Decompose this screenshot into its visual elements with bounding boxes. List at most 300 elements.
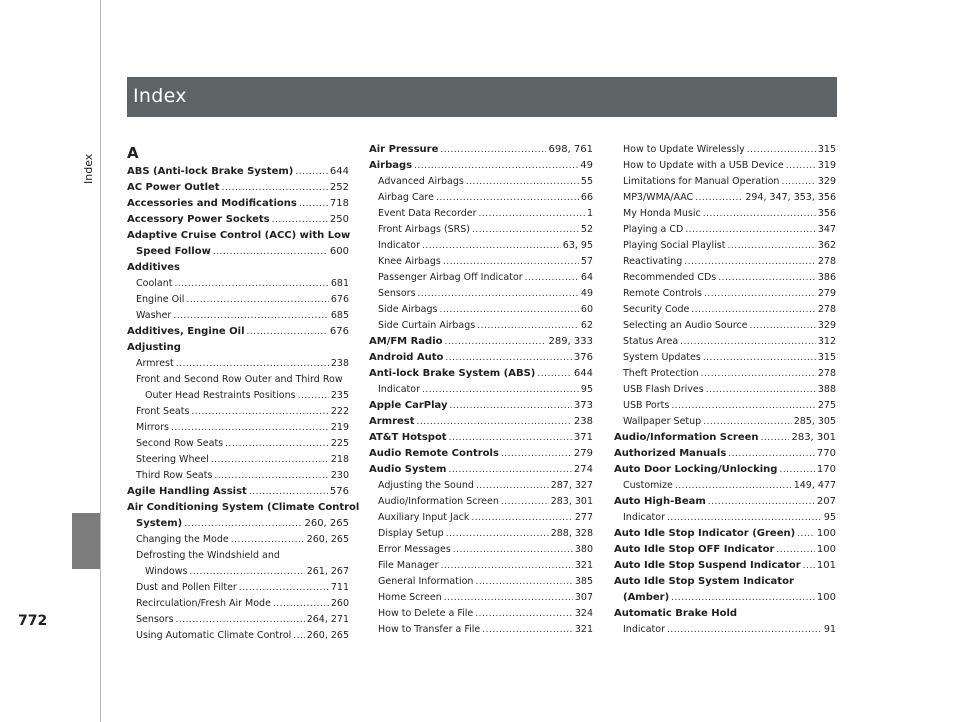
entry-term: Washer: [136, 310, 172, 321]
entry-pages[interactable]: 319: [817, 160, 836, 171]
entry-term: How to Update Wirelessly: [623, 144, 745, 155]
index-entry: [614, 510, 836, 526]
entry-pages[interactable]: 252: [329, 182, 349, 193]
index-entry: [369, 382, 593, 398]
index-entry: [127, 452, 349, 468]
index-entry: [614, 382, 836, 398]
dot-leader: [703, 414, 791, 430]
entry-term: Indicator: [378, 384, 420, 395]
dot-leader: [797, 526, 815, 542]
entry-pages[interactable]: 371: [573, 432, 593, 443]
index-entry: [369, 414, 593, 430]
index-entry: [369, 254, 593, 270]
entry-term: Passenger Airbag Off Indicator: [378, 272, 523, 283]
entry-term: Windows: [145, 566, 188, 577]
entry-term: Auxiliary Input Jack: [378, 512, 470, 523]
entry-term: Auto Door Locking/Unlocking: [614, 464, 778, 475]
entry-term: Changing the Mode: [136, 534, 229, 545]
index-entry: [127, 436, 349, 452]
dot-leader: [422, 238, 561, 254]
entry-pages[interactable]: 356: [817, 208, 836, 219]
entry-pages[interactable]: 279: [817, 288, 836, 299]
entry-term: Playing a CD: [623, 224, 684, 235]
entry-term: System): [136, 518, 183, 529]
index-entry: [127, 564, 349, 580]
entry-term: Additives: [127, 262, 180, 273]
index-entry: [614, 558, 836, 574]
entry-term: ABS (Anti-lock Brake System): [127, 166, 294, 177]
dot-leader: [750, 318, 816, 334]
page-number: 772: [18, 613, 48, 629]
entry-pages[interactable]: 279: [573, 448, 593, 459]
index-entry: [614, 334, 836, 350]
side-tab-label: [82, 124, 96, 184]
entry-pages[interactable]: 238: [573, 416, 593, 427]
index-entry: [127, 164, 349, 180]
index-entry: [127, 324, 349, 340]
entry-term: Knee Airbags: [378, 256, 441, 267]
entry-term: Using Automatic Climate Control: [136, 630, 292, 641]
entry-pages[interactable]: 170: [816, 464, 836, 475]
dot-leader: [466, 174, 579, 190]
index-entry: [369, 526, 593, 542]
index-entry: [369, 622, 593, 638]
entry-term: MP3/WMA/AAC: [623, 192, 694, 203]
dot-leader: [417, 414, 572, 430]
index-entry: [614, 142, 836, 158]
entry-term: Armrest: [136, 358, 174, 369]
dot-leader: [441, 558, 573, 574]
entry-term: Status Area: [623, 336, 679, 347]
entry-term: System Updates: [623, 352, 701, 363]
dot-leader: [671, 590, 815, 606]
entry-term: Steering Wheel: [136, 454, 209, 465]
index-entry: [614, 350, 836, 366]
entry-pages[interactable]: 329: [817, 320, 836, 331]
dot-leader: [779, 462, 814, 478]
dot-leader: [667, 622, 822, 638]
index-entry: [614, 302, 836, 318]
entry-pages[interactable]: 278: [817, 368, 836, 379]
index-entry: [369, 574, 593, 590]
entry-pages[interactable]: 289, 333: [548, 336, 593, 347]
index-entry: [614, 590, 836, 606]
entry-pages[interactable]: 62: [580, 320, 593, 331]
entry-term: Remote Controls: [623, 288, 702, 299]
entry-term: Auto High-Beam: [614, 496, 706, 507]
entry-pages[interactable]: 100: [816, 592, 836, 603]
dot-leader: [471, 510, 572, 526]
entry-term: Accessory Power Sockets: [127, 214, 270, 225]
entry-term: Android Auto: [369, 352, 444, 363]
dot-leader: [189, 564, 304, 580]
dot-leader: [776, 542, 815, 558]
entry-term: Air Pressure: [369, 144, 439, 155]
entry-pages[interactable]: 321: [574, 560, 593, 571]
index-entry: [127, 548, 349, 564]
index-entry: [127, 596, 349, 612]
dot-leader: [680, 334, 816, 350]
entry-pages[interactable]: 283, 301: [791, 432, 836, 443]
dot-leader: [211, 452, 329, 468]
entry-pages[interactable]: 676: [330, 294, 349, 305]
dot-leader: [708, 494, 815, 510]
entry-pages[interactable]: 49: [580, 288, 593, 299]
index-entry: [127, 404, 349, 420]
dot-leader: [475, 606, 573, 622]
index-entry: [614, 318, 836, 334]
entry-pages[interactable]: 260, 265: [306, 534, 349, 545]
entry-term: Sensors: [136, 614, 174, 625]
dot-leader: [186, 292, 329, 308]
entry-term: File Manager: [378, 560, 439, 571]
entry-term: Auto Idle Stop System Indicator: [614, 576, 794, 587]
entry-pages[interactable]: 676: [329, 326, 349, 337]
entry-pages[interactable]: 770: [816, 448, 836, 459]
dot-leader: [667, 510, 822, 526]
entry-term: Defrosting the Windshield and: [136, 550, 280, 561]
dot-leader: [671, 398, 816, 414]
entry-term: Mirrors: [136, 422, 169, 433]
index-entry: [369, 542, 593, 558]
index-entry: [614, 206, 836, 222]
entry-pages[interactable]: 347: [817, 224, 836, 235]
dot-leader: [525, 270, 579, 286]
entry-pages[interactable]: 238: [330, 358, 349, 369]
index-entry: [369, 430, 593, 446]
index-entry: [127, 468, 349, 484]
index-entry: [369, 190, 593, 206]
entry-term: How to Transfer a File: [378, 624, 481, 635]
entry-pages[interactable]: 283, 301: [550, 496, 593, 507]
entry-term: Coolant: [136, 278, 173, 289]
dot-leader: [418, 286, 579, 302]
entry-pages[interactable]: 312: [817, 336, 836, 347]
entry-term: Anti-lock Brake System (ABS): [369, 368, 536, 379]
section-letter: A: [127, 144, 139, 162]
index-entry: [127, 228, 349, 244]
entry-pages[interactable]: 261, 267: [306, 566, 349, 577]
index-entry: [614, 270, 836, 286]
entry-pages[interactable]: 264, 271: [306, 614, 349, 625]
index-entry: [369, 174, 593, 190]
index-entry: [614, 494, 836, 510]
dot-leader: [781, 174, 815, 190]
entry-term: Home Screen: [378, 592, 442, 603]
entry-term: Dust and Pollen Filter: [136, 582, 237, 593]
entry-term: (Amber): [623, 592, 670, 603]
dot-leader: [695, 190, 743, 206]
entry-term: Error Messages: [378, 544, 451, 555]
entry-pages[interactable]: 718: [329, 198, 349, 209]
entry-term: AC Power Outlet: [127, 182, 220, 193]
entry-pages[interactable]: 685: [330, 310, 349, 321]
entry-term: Indicator: [623, 512, 665, 523]
entry-term: Apple CarPlay: [369, 400, 448, 411]
entry-pages[interactable]: 287, 327: [550, 480, 593, 491]
entry-pages[interactable]: 681: [330, 278, 349, 289]
entry-term: Second Row Seats: [136, 438, 224, 449]
entry-pages[interactable]: 274: [573, 464, 593, 475]
entry-pages[interactable]: 376: [573, 352, 593, 363]
dot-leader: [191, 404, 328, 420]
entry-pages[interactable]: 600: [329, 246, 349, 257]
dot-leader: [436, 190, 579, 206]
dot-leader: [704, 286, 816, 302]
entry-term: How to Update with a USB Device: [623, 160, 784, 171]
entry-pages[interactable]: 644: [329, 166, 349, 177]
dot-leader: [728, 446, 815, 462]
index-entry: [614, 398, 836, 414]
entry-term: Accessories and Modifications: [127, 198, 297, 209]
dot-leader: [706, 382, 816, 398]
index-entry: [127, 356, 349, 372]
index-entry: [127, 580, 349, 596]
index-entry: [369, 606, 593, 622]
dot-leader: [685, 222, 816, 238]
entry-term: Sensors: [378, 288, 416, 299]
dot-leader: [482, 622, 573, 638]
entry-pages[interactable]: 95: [823, 512, 836, 523]
index-entry: [127, 532, 349, 548]
index-entry: [614, 174, 836, 190]
entry-pages[interactable]: 55: [580, 176, 593, 187]
index-entry: [127, 372, 349, 388]
index-entry: [614, 190, 836, 206]
index-entry: [369, 510, 593, 526]
entry-pages[interactable]: 380: [574, 544, 593, 555]
index-entry: [127, 308, 349, 324]
entry-term: Wallpaper Setup: [623, 416, 702, 427]
entry-term: Adaptive Cruise Control (ACC) with Low: [127, 230, 351, 241]
dot-leader: [213, 244, 328, 260]
entry-pages[interactable]: 235: [330, 390, 349, 401]
entry-term: Advanced Airbags: [378, 176, 464, 187]
entry-pages[interactable]: 315: [817, 352, 836, 363]
index-entry: [127, 500, 360, 516]
entry-pages[interactable]: 207: [816, 496, 836, 507]
entry-pages[interactable]: 149, 477: [793, 480, 836, 491]
entry-term: Audio System: [369, 464, 447, 475]
entry-pages[interactable]: 52: [580, 224, 593, 235]
index-entry: [369, 494, 593, 510]
dot-leader: [176, 356, 329, 372]
index-entry: [127, 612, 349, 628]
entry-term: Auto Idle Stop Suspend Indicator: [614, 560, 801, 571]
dot-leader: [176, 612, 305, 628]
index-entry: [369, 206, 593, 222]
index-entry: [127, 180, 349, 196]
entry-term: Front and Second Row Outer and Third Row: [136, 374, 343, 385]
entry-term: Indicator: [623, 624, 665, 635]
index-entry: [614, 222, 836, 238]
index-entry: [127, 340, 349, 356]
entry-term: Side Airbags: [378, 304, 438, 315]
index-entry: [614, 542, 836, 558]
entry-term: Auto Idle Stop OFF Indicator: [614, 544, 775, 555]
entry-pages[interactable]: 285, 305: [793, 416, 836, 427]
entry-pages[interactable]: 288, 328: [550, 528, 593, 539]
dot-leader: [272, 212, 328, 228]
dot-leader: [214, 468, 328, 484]
index-entry: [127, 420, 349, 436]
index-entry: [369, 142, 593, 158]
dot-leader: [475, 574, 572, 590]
entry-pages[interactable]: 644: [573, 368, 593, 379]
entry-pages[interactable]: 275: [817, 400, 836, 411]
entry-pages[interactable]: 222: [330, 406, 349, 417]
dot-leader: [501, 494, 549, 510]
dot-leader: [295, 164, 328, 180]
entry-term: Automatic Brake Hold: [614, 608, 738, 619]
index-entry: [614, 238, 836, 254]
entry-pages[interactable]: 91: [823, 624, 836, 635]
entry-pages[interactable]: 362: [817, 240, 836, 251]
dot-leader: [247, 324, 328, 340]
entry-pages[interactable]: 315: [817, 144, 836, 155]
index-entry: [614, 430, 836, 446]
index-entry: [369, 302, 593, 318]
index-entry: [369, 238, 593, 254]
dot-leader: [477, 318, 579, 334]
index-entry: [369, 590, 593, 606]
dot-leader: [476, 478, 549, 494]
entry-pages[interactable]: 66: [580, 192, 593, 203]
entry-pages[interactable]: 388: [817, 384, 836, 395]
entry-pages[interactable]: 278: [817, 304, 836, 315]
page-header: [127, 77, 837, 117]
entry-term: Customize: [623, 480, 673, 491]
side-margin: [0, 0, 100, 722]
entry-pages[interactable]: 711: [330, 582, 349, 593]
entry-pages[interactable]: 250: [329, 214, 349, 225]
entry-pages[interactable]: 57: [580, 256, 593, 267]
entry-pages[interactable]: 219: [330, 422, 349, 433]
entry-term: Selecting an Audio Source: [623, 320, 748, 331]
dot-leader: [293, 628, 304, 644]
dot-leader: [184, 516, 302, 532]
entry-pages[interactable]: 307: [574, 592, 593, 603]
dot-leader: [422, 382, 579, 398]
dot-leader: [231, 532, 305, 548]
index-column-2: [369, 142, 593, 638]
index-entry: [369, 286, 593, 302]
entry-term: Front Seats: [136, 406, 190, 417]
index-entry: [127, 292, 349, 308]
index-entry: [614, 446, 836, 462]
entry-term: My Honda Music: [623, 208, 701, 219]
entry-pages[interactable]: 576: [329, 486, 349, 497]
dot-leader: [449, 398, 571, 414]
entry-pages[interactable]: 95: [580, 384, 593, 395]
entry-pages[interactable]: 100: [816, 528, 836, 539]
dot-leader: [239, 580, 329, 596]
index-entry: [614, 286, 836, 302]
entry-pages[interactable]: 1: [586, 208, 593, 219]
entry-term: AM/FM Radio: [369, 336, 443, 347]
entry-term: Playing Social Playlist: [623, 240, 726, 251]
entry-term: Limitations for Manual Operation: [623, 176, 780, 187]
index-entry: [614, 366, 836, 382]
entry-pages[interactable]: 385: [574, 576, 593, 587]
index-entry: [127, 196, 349, 212]
entry-pages[interactable]: 321: [574, 624, 593, 635]
entry-pages[interactable]: 278: [817, 256, 836, 267]
entry-pages[interactable]: 294, 347, 353, 356: [745, 192, 836, 203]
entry-pages[interactable]: 218: [330, 454, 349, 465]
index-entry: [614, 254, 836, 270]
entry-term: Adjusting the Sound: [378, 480, 474, 491]
entry-term: How to Delete a File: [378, 608, 474, 619]
dot-leader: [537, 366, 572, 382]
entry-term: Audio Remote Controls: [369, 448, 499, 459]
dot-leader: [761, 430, 790, 446]
dot-leader: [225, 436, 329, 452]
entry-pages[interactable]: 329: [817, 176, 836, 187]
dot-leader: [446, 526, 549, 542]
index-entry: [127, 276, 349, 292]
dot-leader: [171, 420, 329, 436]
entry-term: Side Curtain Airbags: [378, 320, 476, 331]
dot-leader: [472, 222, 579, 238]
entry-pages[interactable]: 230: [330, 470, 349, 481]
entry-term: Audio/Information Screen: [614, 432, 759, 443]
dot-leader: [414, 158, 578, 174]
entry-pages[interactable]: 225: [330, 438, 349, 449]
entry-pages[interactable]: 386: [817, 272, 836, 283]
index-entry: [369, 318, 593, 334]
entry-pages[interactable]: 260, 265: [306, 630, 349, 641]
index-entry: [369, 558, 593, 574]
dot-leader: [440, 142, 546, 158]
index-entry: [127, 244, 349, 260]
entry-pages[interactable]: 64: [580, 272, 593, 283]
dot-leader: [445, 350, 572, 366]
entry-term: General Information: [378, 576, 474, 587]
dot-leader: [444, 590, 573, 606]
entry-pages[interactable]: 63, 95: [562, 240, 593, 251]
entry-term: Outer Head Restraints Positions: [145, 390, 296, 401]
entry-pages[interactable]: 49: [580, 160, 593, 171]
entry-pages[interactable]: 373: [573, 400, 593, 411]
entry-pages[interactable]: 260: [330, 598, 349, 609]
entry-pages[interactable]: 698, 761: [548, 144, 593, 155]
dot-leader: [222, 180, 328, 196]
dot-leader: [173, 308, 329, 324]
dot-leader: [448, 462, 571, 478]
index-entry: [369, 222, 593, 238]
entry-pages[interactable]: 277: [574, 512, 593, 523]
dot-leader: [803, 558, 815, 574]
index-entry: [369, 366, 593, 382]
entry-term: Speed Follow: [136, 246, 211, 257]
entry-term: Recirculation/Fresh Air Mode: [136, 598, 271, 609]
entry-pages[interactable]: 101: [816, 560, 836, 571]
entry-term: Theft Protection: [623, 368, 699, 379]
entry-term: Adjusting: [127, 342, 181, 353]
dot-leader: [703, 206, 816, 222]
index-entry: [369, 334, 593, 350]
entry-term: USB Ports: [623, 400, 670, 411]
entry-term: Airbags: [369, 160, 413, 171]
dot-leader: [449, 430, 572, 446]
entry-pages[interactable]: 100: [816, 544, 836, 555]
index-entry: [369, 446, 593, 462]
entry-pages[interactable]: 260, 265: [304, 518, 349, 529]
dot-leader: [453, 542, 573, 558]
entry-pages[interactable]: 60: [580, 304, 593, 315]
entry-pages[interactable]: 324: [574, 608, 593, 619]
